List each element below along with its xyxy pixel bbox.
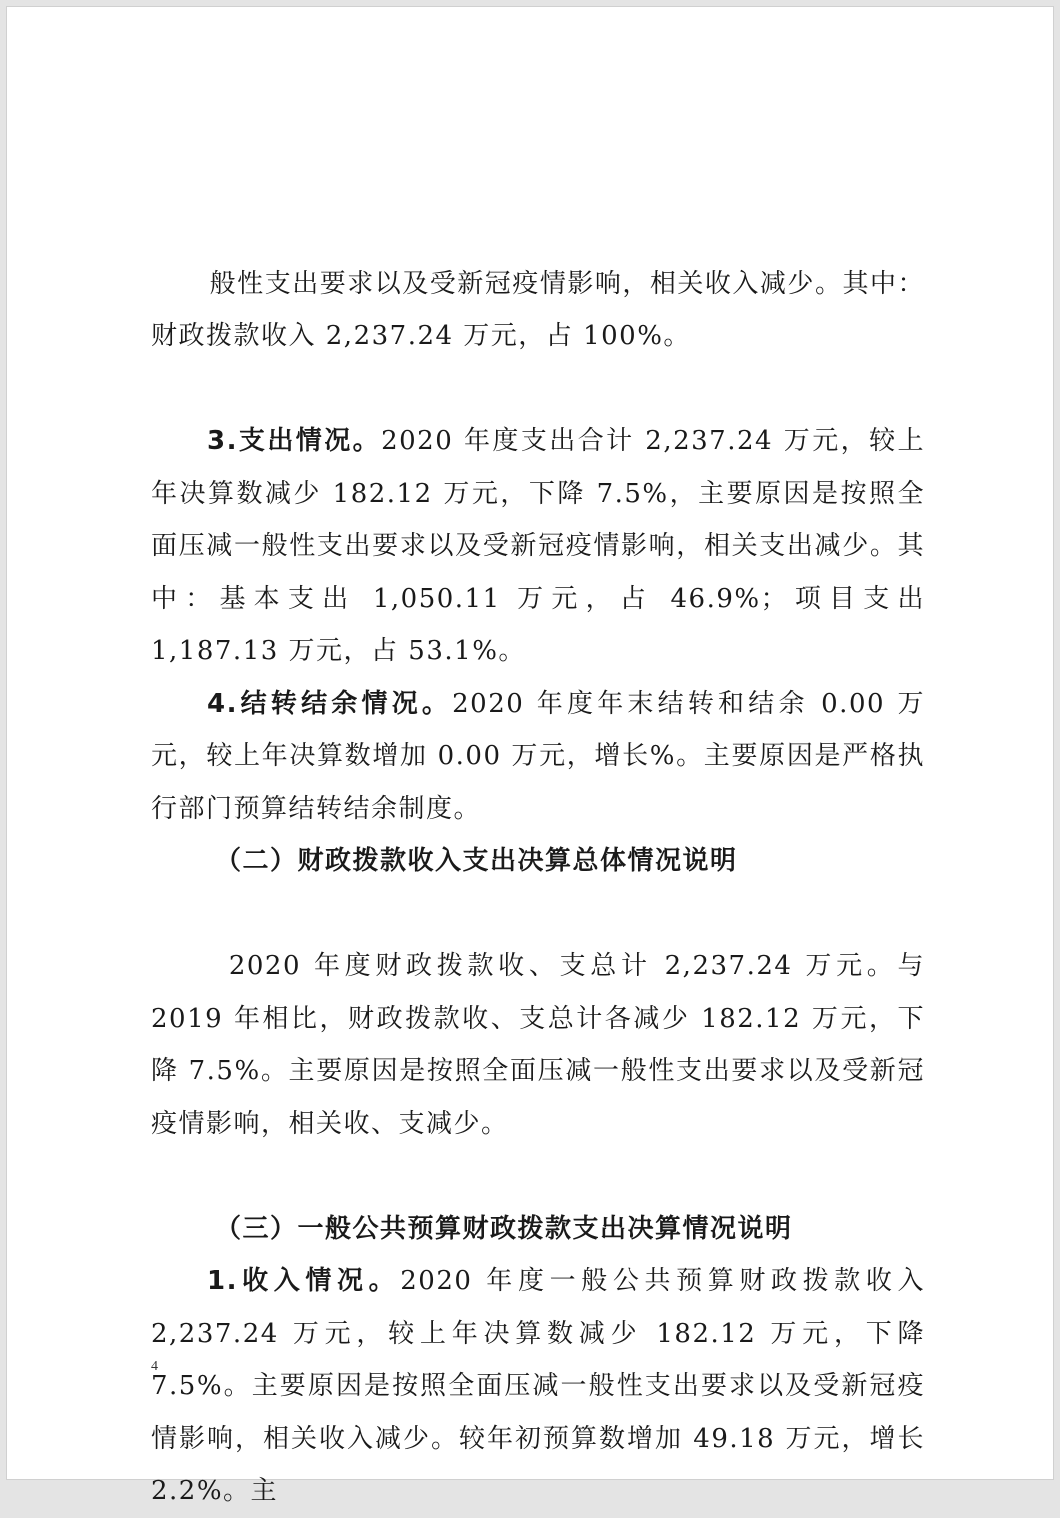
paragraph-text: 般性支出要求以及受新冠疫情影响，相关收入减少。其中：财政拨款收入 2,237.24 万元，占 100%。: [151, 268, 925, 351]
paragraph-income: [151, 1255, 935, 1518]
paragraph-lead-expenditure: 3.支出情况。: [207, 426, 382, 456]
paragraph-text: 2020 年度一般公共预算财政拨款收入 2,237.24 万元，较上年决算数减少 182.12 万元，下降 7.5%。主要原因是按照全面压减一般性支出要求以及受新冠疫情影响，相关收入减少。较年初预算数增加 49.18 万元，增长 2.2%。主: [151, 1266, 935, 1506]
section-heading-3: （三）一般公共预算财政拨款支出决算情况说明: [215, 1213, 793, 1244]
paragraph-continuation: [151, 205, 925, 415]
paragraph-carryover: [151, 678, 925, 836]
section-heading-2: （二）财政拨款收入支出决算总体情况说明: [215, 846, 738, 876]
page-number: 4: [151, 1359, 158, 1374]
document-page: [6, 6, 1054, 1506]
paragraph-fiscal-summary: [151, 888, 935, 1203]
paragraph-lead-carryover: 4.结转结余情况。: [207, 688, 453, 719]
paragraph-lead-income: 1.收入情况。: [207, 1266, 401, 1296]
paragraph-expenditure: [151, 415, 935, 678]
paragraph-text: 2020 年度年末结转和结余 0.00 万元，较上年决算数增加 0.00 万元，增长%。主要原因是严格执行部门预算结转结余制度。: [151, 688, 925, 824]
paragraph-text: 2020 年度支出合计 2,237.24 万元，较上年决算数减少 182.12 万元，下降 7.5%，主要原因是按照全面压减一般性支出要求以及受新冠疫情影响，相关支出减少。其中：基本支出 1,050.11 万元，占 46.9%；项目支出 1,187.13 万元，占 53.1%。: [151, 426, 935, 666]
page-body: [151, 205, 935, 1518]
paragraph-text: 2020 年度财政拨款收、支总计 2,237.24 万元。与 2019 年相比，财政拨款收、支总计各减少 182.12 万元，下降 7.5%。主要原因是按照全面压减一般性支出要求以及受新冠疫情影响，相关收、支减少。: [151, 951, 935, 1139]
